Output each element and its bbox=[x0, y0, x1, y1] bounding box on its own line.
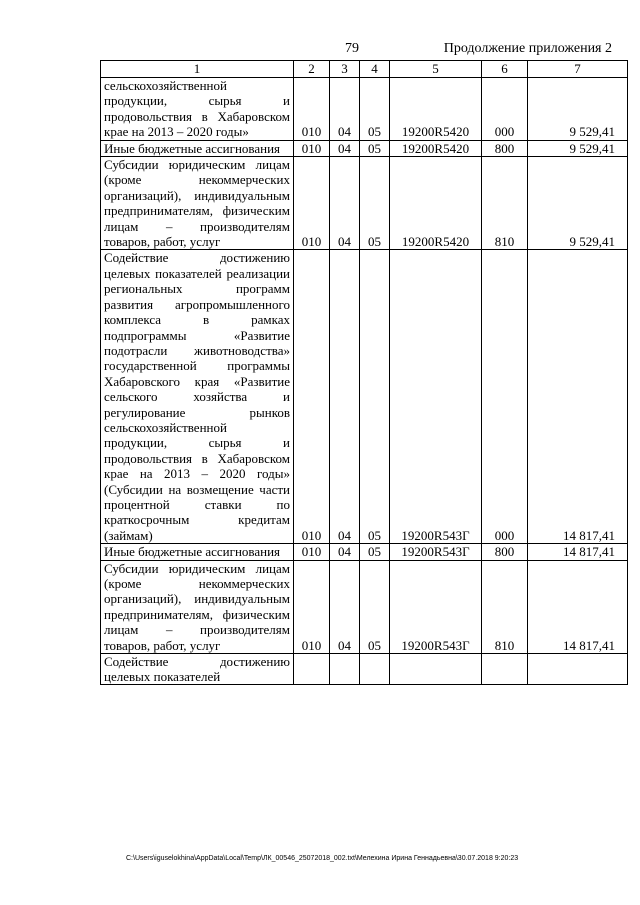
table-row bbox=[101, 544, 628, 560]
column-header: 3 bbox=[330, 61, 360, 78]
cell-amount: 14 817,41 bbox=[528, 544, 628, 560]
cell-section: 04 bbox=[330, 78, 360, 141]
cell-target-article: 19200R5420 bbox=[390, 157, 482, 250]
cell-ministry: 010 bbox=[294, 544, 330, 560]
table-row bbox=[101, 654, 628, 685]
continuation-label: Продолжение приложения 2 bbox=[443, 41, 612, 56]
cell-expense-type: 810 bbox=[482, 157, 528, 250]
column-header: 6 bbox=[482, 61, 528, 78]
cell-amount: 9 529,41 bbox=[528, 78, 628, 141]
cell-section: 04 bbox=[330, 250, 360, 544]
cell-subsection bbox=[360, 654, 390, 685]
cell-ministry: 010 bbox=[294, 560, 330, 653]
table-row bbox=[101, 250, 628, 544]
cell-expense-type: 800 bbox=[482, 140, 528, 156]
column-header: 1 bbox=[101, 61, 294, 78]
cell-subsection: 05 bbox=[360, 544, 390, 560]
cell-target-article: 19200R543Г bbox=[390, 560, 482, 653]
cell-target-article bbox=[390, 654, 482, 685]
cell-expense-type: 810 bbox=[482, 560, 528, 653]
cell-expense-type bbox=[482, 654, 528, 685]
column-header: 7 bbox=[528, 61, 628, 78]
table-row bbox=[101, 157, 628, 250]
cell-ministry: 010 bbox=[294, 250, 330, 544]
cell-amount: 9 529,41 bbox=[528, 140, 628, 156]
page-number: 79 bbox=[345, 41, 359, 56]
cell-expense-type: 000 bbox=[482, 250, 528, 544]
cell-amount: 14 817,41 bbox=[528, 250, 628, 544]
row-name: Субсидии юридическим лицам (кроме некоммерческих организаций), индивидуальным предпринимателям, физическим лицам – производителям товаров, работ, услуг bbox=[101, 157, 294, 250]
column-number-row bbox=[101, 61, 628, 78]
cell-amount bbox=[528, 654, 628, 685]
column-header: 4 bbox=[360, 61, 390, 78]
cell-expense-type: 000 bbox=[482, 78, 528, 141]
table-row bbox=[101, 140, 628, 156]
budget-table bbox=[100, 60, 628, 685]
cell-target-article: 19200R543Г bbox=[390, 250, 482, 544]
cell-subsection: 05 bbox=[360, 250, 390, 544]
cell-section: 04 bbox=[330, 544, 360, 560]
cell-target-article: 19200R5420 bbox=[390, 78, 482, 141]
table-row bbox=[101, 78, 628, 141]
column-header: 5 bbox=[390, 61, 482, 78]
column-header: 2 bbox=[294, 61, 330, 78]
row-name: Иные бюджетные ассигнования bbox=[101, 544, 294, 560]
cell-section: 04 bbox=[330, 140, 360, 156]
cell-subsection: 05 bbox=[360, 78, 390, 141]
file-path-footer: C:\Users\iguselokhina\AppData\Local\Temp\ЛК_00546_25072018_002.txt\Мелехина Ирина Геннадьевна\30.07.2018 9:20:23 bbox=[126, 855, 519, 862]
cell-ministry: 010 bbox=[294, 78, 330, 141]
cell-subsection: 05 bbox=[360, 140, 390, 156]
cell-section bbox=[330, 654, 360, 685]
cell-amount: 9 529,41 bbox=[528, 157, 628, 250]
cell-amount: 14 817,41 bbox=[528, 560, 628, 653]
cell-expense-type: 800 bbox=[482, 544, 528, 560]
cell-section: 04 bbox=[330, 560, 360, 653]
cell-subsection: 05 bbox=[360, 157, 390, 250]
row-name: Содействие достижению целевых показателей реализации региональных программ развития агропромышленного комплекса в рамках подпрограммы «Развитие подотрасли животноводства» государственной программы Хабаровского края «Развитие сельского хозяйства и регулирование рынков сельскохозяйственной продукции, сырья и продовольствия в Хабаровском крае на 2013 – 2020 годы» (Субсидии на возмещение части процентной ставки по краткосрочным кредитам (займам) bbox=[101, 250, 294, 544]
cell-ministry: 010 bbox=[294, 157, 330, 250]
cell-target-article: 19200R543Г bbox=[390, 544, 482, 560]
cell-subsection: 05 bbox=[360, 560, 390, 653]
row-name: Иные бюджетные ассигнования bbox=[101, 140, 294, 156]
row-name: сельскохозяйственной продукции, сырья и продовольствия в Хабаровском крае на 2013 – 2020 годы» bbox=[101, 78, 294, 141]
row-name: Содействие достижению целевых показателей bbox=[101, 654, 294, 685]
cell-target-article: 19200R5420 bbox=[390, 140, 482, 156]
cell-ministry: 010 bbox=[294, 140, 330, 156]
cell-section: 04 bbox=[330, 157, 360, 250]
cell-ministry bbox=[294, 654, 330, 685]
table-row bbox=[101, 560, 628, 653]
row-name: Субсидии юридическим лицам (кроме некоммерческих организаций), индивидуальным предпринимателям, физическим лицам – производителям товаров, работ, услуг bbox=[101, 560, 294, 653]
